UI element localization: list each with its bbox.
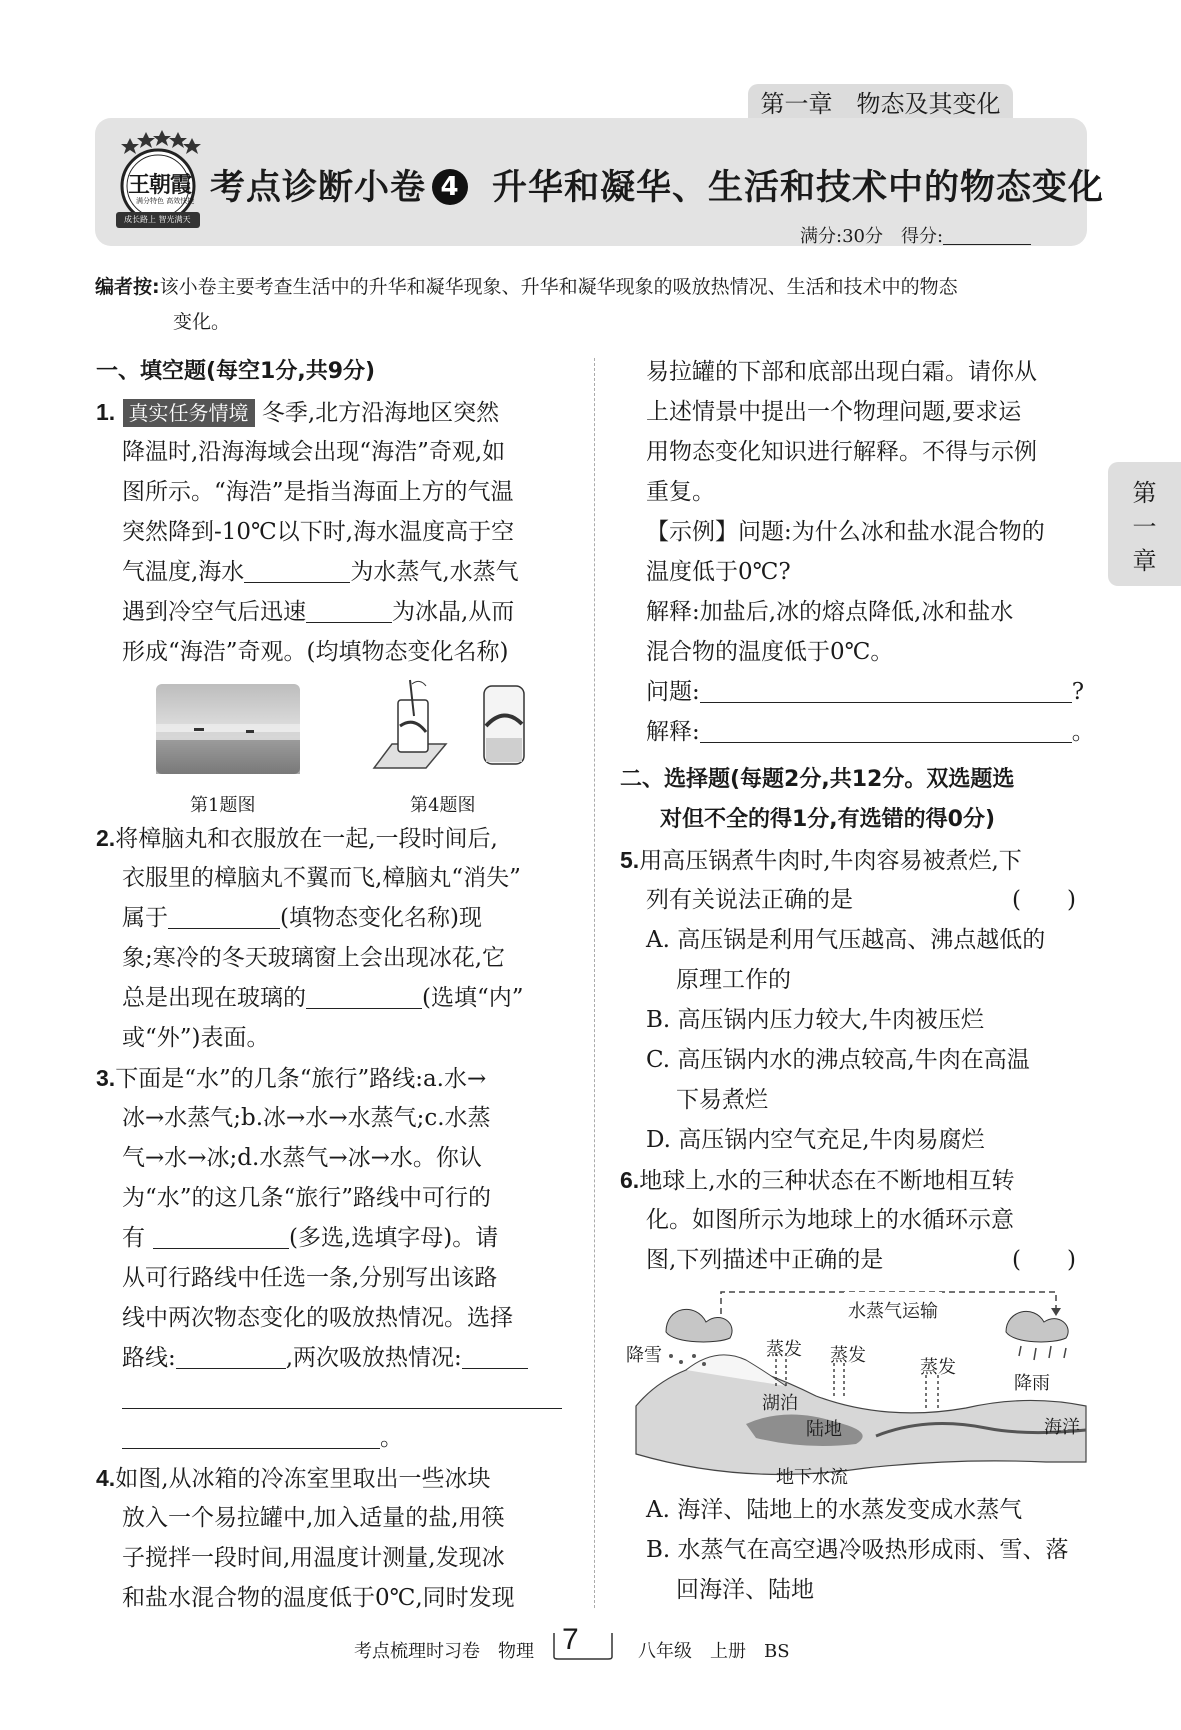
q4-right-line1: 易拉罐的下部和底部出现白霜。请你从 xyxy=(646,359,1037,385)
q4-right-line5: 【示例】问题:为什么冰和盐水混合物的 xyxy=(646,519,1045,545)
q3-blank5[interactable] xyxy=(122,1424,380,1449)
q2-line2: 衣服里的樟脑丸不翼而飞,樟脑丸“消失” xyxy=(122,865,521,891)
label-groundwater: 地下水流 xyxy=(776,1467,848,1488)
q4-question-line: 问题: ? xyxy=(646,679,1085,705)
q4-line4: 和盐水混合物的温度低于0℃,同时发现 xyxy=(122,1585,515,1611)
q1-line7: 形成“海浩”奇观。(均填物态变化名称) xyxy=(122,639,509,665)
editor-note-line2: 变化。 xyxy=(173,311,231,333)
editor-note-line1: 该小卷主要考查生活中的升华和凝华现象、升华和凝华现象的吸放热情况、生活和技术中的物态 xyxy=(159,276,958,298)
q1-line5: 气温度,海水 为水蒸气,水蒸气 xyxy=(122,559,519,585)
q2-blank2[interactable] xyxy=(306,984,422,1009)
quiz-number-badge: 4 xyxy=(432,169,468,205)
q6-option-a: A. 海洋、陆地上的水蒸发变成水蒸气 xyxy=(646,1497,1023,1523)
side-chapter-tab xyxy=(1108,462,1181,586)
q5-option-d: D. 高压锅内空气充足,牛肉易腐烂 xyxy=(646,1127,985,1153)
q3-line10: 。 xyxy=(122,1418,403,1458)
section1-title: 一、填空题(每空1分,共9分) xyxy=(96,359,376,384)
title-prefix: 考点诊断小卷 xyxy=(210,168,427,208)
logo-name: 王朝霞 xyxy=(128,172,192,198)
section2-title-line2: 对但不全的得1分,有选错的得0分) xyxy=(660,807,996,832)
q1-line1: 1. 真实任务情境 冬季,北方沿海地区突然 xyxy=(96,399,500,426)
label-evap2: 蒸发 xyxy=(830,1345,866,1366)
q2-line4: 象;寒冷的冬天玻璃窗上会出现冰花,它 xyxy=(122,945,506,971)
q3-line5: 有 (多选,选填字母)。请 xyxy=(122,1225,499,1251)
q3-line8: 路线: ,两次吸放热情况: xyxy=(122,1338,528,1378)
q3-blank3[interactable] xyxy=(462,1344,528,1369)
q3-line6: 从可行路线中任选一条,分别写出该路 xyxy=(122,1265,498,1291)
q3-line2: 冰→水蒸气;b.冰→水→水蒸气;c.水蒸 xyxy=(122,1105,491,1131)
q3-blank2[interactable] xyxy=(176,1344,286,1369)
q4-right-line3: 用物态变化知识进行解释。不得与示例 xyxy=(646,439,1037,465)
score-blank[interactable] xyxy=(943,226,1031,245)
label-lake: 湖泊 xyxy=(762,1393,798,1414)
q2-blank1[interactable] xyxy=(168,904,280,929)
page-number: 7 xyxy=(562,1623,579,1656)
q4-right-line4: 重复。 xyxy=(646,479,715,505)
q3-line4: 为“水”的这几条“旅行”路线中可行的 xyxy=(122,1185,492,1211)
label-land: 陆地 xyxy=(806,1419,842,1440)
fig1-caption: 第1题图 xyxy=(190,795,256,816)
q5-option-a-cont: 原理工作的 xyxy=(676,967,791,993)
footer-left: 考点梳理时习卷 物理 xyxy=(354,1641,534,1662)
q6-option-b-cont: 回海洋、陆地 xyxy=(676,1577,814,1603)
title-main: 升华和凝华、生活和技术中的物态变化 xyxy=(492,168,1105,208)
q4-right-line2: 上述情景中提出一个物理问题,要求运 xyxy=(646,399,1022,425)
q3-line1: 3.下面是“水”的几条“旅行”路线:a.水→ xyxy=(96,1065,487,1092)
score-label: 得分: xyxy=(900,226,944,247)
q4-question-blank[interactable] xyxy=(700,678,1072,703)
chapter-tab: 第一章 物态及其变化 xyxy=(748,84,1013,124)
q2-line6: 或“外”)表面。 xyxy=(122,1025,270,1051)
q6-option-b: B. 水蒸气在高空遇冷吸热形成雨、雪、落 xyxy=(646,1537,1069,1563)
footer-right: 八年级 上册 BS xyxy=(638,1641,790,1662)
q6-answer-paren[interactable]: ( ) xyxy=(1012,1247,1076,1273)
label-ocean: 海洋 xyxy=(1044,1417,1080,1438)
q1-line6: 遇到冷空气后迅速 为冰晶,从而 xyxy=(122,599,515,625)
task-tag: 真实任务情境 xyxy=(123,399,255,427)
q1-line4: 突然降到-10℃以下时,海水温度高于空 xyxy=(122,519,515,545)
page-number-bracket xyxy=(548,1631,618,1661)
side-tab-3: 章 xyxy=(1132,547,1157,575)
publisher-logo xyxy=(110,128,206,234)
q3-line7: 线中两次物态变化的吸放热情况。选择 xyxy=(122,1305,513,1331)
logo-sub1: 满分特色 高效快捷 xyxy=(136,197,195,205)
q6-line1: 6.地球上,水的三种状态在不断地相互转 xyxy=(620,1167,1015,1194)
q4-right-line6: 温度低于0℃? xyxy=(646,559,791,585)
q5-option-a: A. 高压锅是利用气压越高、沸点越低的 xyxy=(646,927,1046,953)
q4-line2: 放入一个易拉罐中,加入适量的盐,用筷 xyxy=(122,1505,505,1531)
q3-blank4[interactable] xyxy=(122,1384,562,1409)
q5-line1: 5.用高压锅煮牛肉时,牛肉容易被煮烂,下 xyxy=(620,847,1022,874)
label-snow: 降雪 xyxy=(626,1345,662,1366)
q4-right-line7: 解释:加盐后,冰的熔点降低,冰和盐水 xyxy=(646,599,1014,625)
q1-blank2[interactable] xyxy=(306,598,392,623)
page-title xyxy=(210,160,1104,210)
q6-line2: 化。如图所示为地球上的水循环示意 xyxy=(646,1207,1014,1233)
water-cycle-diagram xyxy=(626,1286,1090,1488)
q5-line2: 列有关说法正确的是 xyxy=(646,887,853,913)
score-line xyxy=(800,222,1031,248)
can-with-ice-figure xyxy=(366,676,536,776)
column-divider xyxy=(594,358,595,1608)
q5-answer-paren[interactable]: ( ) xyxy=(1012,887,1076,913)
q4-answer-blank[interactable] xyxy=(700,718,1072,743)
side-tab-2: 一 xyxy=(1132,513,1157,541)
q4-line1: 4.如图,从冰箱的冷冻室里取出一些冰块 xyxy=(96,1465,491,1492)
full-score: 满分:30分 xyxy=(800,226,883,247)
q5-option-c: C. 高压锅内水的沸点较高,牛肉在高温 xyxy=(646,1047,1030,1073)
side-tab-1: 第 xyxy=(1132,479,1157,507)
q5-option-b: B. 高压锅内压力较大,牛肉被压烂 xyxy=(646,1007,984,1033)
q1-blank1[interactable] xyxy=(244,558,350,583)
q4-answer-line: 解释: 。 xyxy=(646,719,1095,745)
label-evap3: 蒸发 xyxy=(920,1357,956,1378)
sea-smoke-photo xyxy=(156,684,300,774)
q2-line5: 总是出现在玻璃的 (选填“内” xyxy=(122,985,524,1011)
q4-right-line8: 混合物的温度低于0℃。 xyxy=(646,639,894,665)
q1-line3: 图所示。“海浩”是指当海面上方的气温 xyxy=(122,479,514,505)
q1-line2: 降温时,沿海海域会出现“海浩”奇观,如 xyxy=(122,439,506,465)
q2-line3: 属于 (填物态变化名称)现 xyxy=(122,905,482,931)
q4-line3: 子搅拌一段时间,用温度计测量,发现冰 xyxy=(122,1545,505,1571)
section2-title-line1: 二、选择题(每题2分,共12分。双选题选 xyxy=(620,767,1015,792)
label-vapor: 水蒸气运输 xyxy=(844,1292,942,1332)
q3-blank1[interactable] xyxy=(153,1224,289,1249)
page-footer xyxy=(0,1623,1181,1667)
logo-sub2: 成长路上 智光满天 xyxy=(124,215,191,224)
label-rain: 降雨 xyxy=(1014,1373,1050,1394)
q2-line1: 2.将樟脑丸和衣服放在一起,一段时间后, xyxy=(96,825,498,852)
q3-line3: 气→水→冰;d.水蒸气→冰→水。你认 xyxy=(122,1145,482,1171)
editor-note-label: 编者按: xyxy=(95,276,160,298)
editor-note xyxy=(95,270,1085,340)
q6-line3: 图,下列描述中正确的是 xyxy=(646,1247,884,1273)
label-evap1: 蒸发 xyxy=(766,1339,802,1360)
q3-line9 xyxy=(122,1378,562,1418)
q5-option-c-cont: 下易煮烂 xyxy=(676,1087,768,1113)
fig4-caption: 第4题图 xyxy=(410,795,476,816)
